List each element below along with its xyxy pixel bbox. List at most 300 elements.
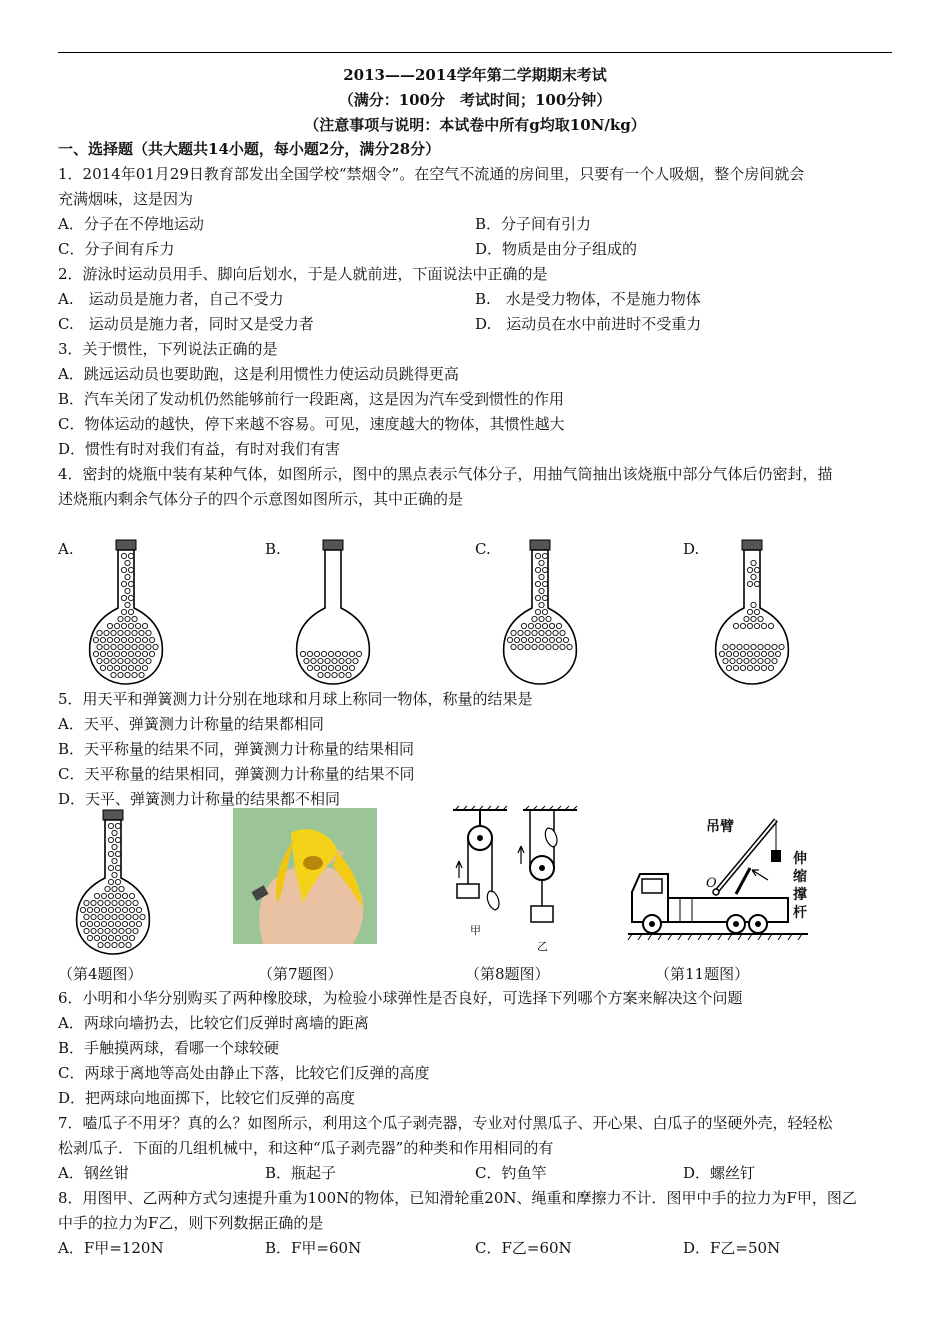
gas-molecule (98, 928, 103, 933)
gas-molecule (321, 651, 326, 656)
gas-molecule (101, 921, 106, 926)
gas-molecule (140, 914, 145, 919)
gas-molecule (108, 823, 113, 828)
gas-molecule (118, 658, 123, 663)
gas-molecule (765, 644, 770, 649)
label-jia: 甲 (470, 924, 481, 937)
gas-molecule (112, 844, 117, 849)
gas-molecule (132, 658, 137, 663)
gas-molecule (146, 658, 151, 663)
gas-molecule (108, 893, 113, 898)
gas-molecule (125, 658, 130, 663)
q6-option-d: D．把两球向地面掷下，比较它们反弹的高度 (58, 1089, 356, 1107)
gas-molecule (119, 886, 124, 891)
gas-molecule (332, 672, 337, 677)
gas-molecule (719, 651, 724, 656)
gas-molecule (84, 928, 89, 933)
gas-molecule (335, 665, 340, 670)
gas-molecule (761, 623, 766, 628)
gas-molecule (125, 616, 130, 621)
gas-molecule (556, 637, 561, 642)
gas-molecule (112, 942, 117, 947)
gas-molecule (126, 928, 131, 933)
gas-molecule (121, 623, 126, 628)
gas-molecule (525, 644, 530, 649)
gas-molecule (153, 644, 158, 649)
gas-molecule (539, 616, 544, 621)
gas-molecule (567, 644, 572, 649)
gas-molecule (751, 602, 756, 607)
gas-molecule (94, 907, 99, 912)
q4-stem-2: 述烧瓶内剩余气体分子的四个示意图如图所示，其中正确的是 (58, 490, 464, 508)
gas-molecule (142, 637, 147, 642)
gas-molecule (325, 658, 330, 663)
gas-molecule (125, 630, 130, 635)
gas-molecule (507, 637, 512, 642)
gas-molecule (314, 651, 319, 656)
gas-molecule (80, 921, 85, 926)
gas-molecule (132, 644, 137, 649)
gas-molecule (108, 935, 113, 940)
gas-molecule (93, 651, 98, 656)
flask-b-image (293, 538, 373, 686)
pulley-figure (445, 806, 585, 956)
gas-molecule (93, 637, 98, 642)
gas-molecule (112, 900, 117, 905)
flask-a-image (86, 538, 166, 686)
gas-molecule (112, 886, 117, 891)
gas-molecule (754, 623, 759, 628)
caption-fig7: （第7题图） (258, 965, 343, 983)
gas-molecule (132, 630, 137, 635)
q1-option-c: C．分子间有斥力 (58, 240, 175, 258)
gas-molecule (768, 665, 773, 670)
gas-molecule (107, 623, 112, 628)
gas-molecule (758, 644, 763, 649)
gas-molecule (321, 665, 326, 670)
gas-molecule (768, 623, 773, 628)
gas-molecule (744, 616, 749, 621)
gas-molecule (121, 665, 126, 670)
q1-stem-2: 充满烟味，这是因为 (58, 190, 194, 208)
gas-molecule (101, 935, 106, 940)
section-heading: 一、选择题（共大题共14小题，每小题2分，满分28分） (58, 140, 441, 158)
gas-molecule (747, 567, 752, 572)
gas-molecule (87, 935, 92, 940)
gas-molecule (754, 609, 759, 614)
q6-option-c: C．两球于离地等高处由静止下落，比较它们反弹的高度 (58, 1064, 430, 1082)
gas-molecule (146, 644, 151, 649)
gas-molecule (114, 623, 119, 628)
gas-molecule (128, 623, 133, 628)
gas-molecule (332, 658, 337, 663)
gas-molecule (761, 651, 766, 656)
gas-molecule (94, 935, 99, 940)
gas-molecule (118, 644, 123, 649)
gas-molecule (136, 907, 141, 912)
gas-molecule (91, 914, 96, 919)
gas-molecule (118, 672, 123, 677)
q8-stem-1: 8．用图甲、乙两种方式匀速提升重为100N的物体，已知滑轮重20N、绳重和摩擦力不计．图甲中手的拉力为F甲，图乙 (58, 1189, 857, 1207)
gas-molecule (765, 658, 770, 663)
flask-c-image (500, 538, 580, 686)
gas-molecule (318, 658, 323, 663)
gas-molecule (553, 630, 558, 635)
q3-option-c: C．物体运动的越快，停下来越不容易。可见，速度越大的物体，其惯性越大 (58, 415, 565, 433)
gas-molecule (121, 637, 126, 642)
gas-molecule (521, 623, 526, 628)
q7-option-c: C．钓鱼竿 (475, 1164, 547, 1182)
gas-molecule (132, 672, 137, 677)
label-rod-2: 缩 (793, 869, 807, 885)
gas-molecule (125, 644, 130, 649)
gas-molecule (328, 651, 333, 656)
gas-molecule (511, 630, 516, 635)
gas-molecule (122, 935, 127, 940)
gas-molecule (518, 644, 523, 649)
gas-molecule (133, 900, 138, 905)
gas-molecule (339, 658, 344, 663)
gas-molecule (751, 644, 756, 649)
gas-molecule (121, 651, 126, 656)
gas-molecule (91, 900, 96, 905)
seed-sheller-photo (233, 808, 377, 944)
gas-molecule (149, 637, 154, 642)
gas-molecule (549, 623, 554, 628)
gas-molecule (115, 893, 120, 898)
gas-molecule (539, 644, 544, 649)
gas-molecule (135, 623, 140, 628)
gas-molecule (111, 630, 116, 635)
gas-molecule (128, 609, 133, 614)
gas-molecule (307, 651, 312, 656)
gas-molecule (539, 560, 544, 565)
gas-molecule (107, 651, 112, 656)
q8-stem-2: 中手的拉力为F乙，则下列数据正确的是 (58, 1214, 324, 1232)
q1-option-a: A．分子在不停地运动 (58, 215, 204, 233)
gas-molecule (125, 560, 130, 565)
caption-fig8: （第8题图） (465, 965, 550, 983)
gas-molecule (119, 914, 124, 919)
gas-molecule (104, 644, 109, 649)
q7-option-b: B．瓶起子 (265, 1164, 337, 1182)
gas-molecule (751, 616, 756, 621)
gas-molecule (730, 658, 735, 663)
q3-option-d: D．惯性有时对我们有益，有时对我们有害 (58, 440, 341, 458)
gas-molecule (108, 851, 113, 856)
gas-molecule (108, 907, 113, 912)
gas-molecule (754, 567, 759, 572)
gas-molecule (535, 609, 540, 614)
gas-molecule (751, 658, 756, 663)
gas-molecule (112, 928, 117, 933)
gas-molecule (528, 623, 533, 628)
gas-molecule (751, 574, 756, 579)
q6-option-b: B．手触摸两球，看哪一个球较硬 (58, 1039, 280, 1057)
gas-molecule (105, 914, 110, 919)
gas-molecule (94, 921, 99, 926)
gas-molecule (560, 644, 565, 649)
gas-molecule (84, 914, 89, 919)
gas-molecule (740, 651, 745, 656)
gas-molecule (128, 651, 133, 656)
gas-molecule (525, 630, 530, 635)
gas-molecule (104, 630, 109, 635)
gas-molecule (97, 658, 102, 663)
gas-molecule (115, 851, 120, 856)
gas-molecule (125, 672, 130, 677)
gas-molecule (307, 665, 312, 670)
gas-molecule (514, 637, 519, 642)
gas-molecule (128, 665, 133, 670)
gas-molecule (563, 637, 568, 642)
gas-molecule (114, 651, 119, 656)
exam-note: （注意事项与说明：本试卷中所有g均取10N/kg） (304, 116, 646, 134)
gas-molecule (542, 609, 547, 614)
gas-molecule (772, 658, 777, 663)
gas-molecule (122, 907, 127, 912)
gas-molecule (539, 588, 544, 593)
gas-molecule (772, 644, 777, 649)
gas-molecule (142, 623, 147, 628)
gas-molecule (546, 644, 551, 649)
gas-molecule (112, 858, 117, 863)
gas-molecule (119, 928, 124, 933)
gas-molecule (87, 907, 92, 912)
gas-molecule (139, 672, 144, 677)
gas-molecule (346, 672, 351, 677)
gas-molecule (129, 921, 134, 926)
q2-option-a: A. 运动员是施力者，自己不受力 (58, 290, 284, 308)
gas-molecule (723, 658, 728, 663)
gas-molecule (740, 665, 745, 670)
label-yi: 乙 (537, 940, 548, 953)
q7-option-d: D．螺丝钉 (683, 1164, 756, 1182)
gas-molecule (108, 837, 113, 842)
gas-molecule (535, 553, 540, 558)
q8-option-c: C．F乙=60N (475, 1239, 572, 1257)
hand-sheller-image (233, 808, 377, 944)
gas-molecule (335, 651, 340, 656)
q4-option-d: D. (683, 540, 700, 558)
gas-molecule (726, 665, 731, 670)
gas-molecule (122, 921, 127, 926)
q5-stem: 5．用天平和弹簧测力计分别在地球和月球上称同一物体，称量的结果是 (58, 690, 533, 708)
q5-option-a: A．天平、弹簧测力计称量的结果都相同 (58, 715, 324, 733)
gas-molecule (546, 630, 551, 635)
gas-molecule (107, 665, 112, 670)
q8-option-b: B．F甲=60N (265, 1239, 362, 1257)
gas-molecule (101, 907, 106, 912)
label-boom: 吊臂 (706, 819, 734, 835)
gas-molecule (115, 879, 120, 884)
gas-molecule (105, 886, 110, 891)
gas-molecule (733, 665, 738, 670)
gas-molecule (98, 942, 103, 947)
gas-molecule (539, 574, 544, 579)
gas-molecule (125, 574, 130, 579)
gas-molecule (542, 637, 547, 642)
gas-molecule (542, 553, 547, 558)
gas-molecule (311, 658, 316, 663)
gas-molecule (758, 658, 763, 663)
q1-option-b: B．分子间有引力 (475, 215, 592, 233)
q8-option-a: A．F甲=120N (58, 1239, 164, 1257)
gas-molecule (342, 651, 347, 656)
gas-molecule (121, 595, 126, 600)
gas-molecule (353, 658, 358, 663)
gas-molecule (100, 637, 105, 642)
q3-option-b: B．汽车关闭了发动机仍然能够前行一段距离，这是因为汽车受到惯性的作用 (58, 390, 565, 408)
gas-molecule (129, 935, 134, 940)
gas-molecule (104, 658, 109, 663)
gas-molecule (754, 665, 759, 670)
q2-option-b: B. 水是受力物体，不是施力物体 (475, 290, 701, 308)
gas-molecule (121, 567, 126, 572)
caption-fig11: （第11题图） (655, 965, 750, 983)
gas-molecule (304, 658, 309, 663)
gas-molecule (758, 616, 763, 621)
gas-molecule (112, 830, 117, 835)
gas-molecule (511, 644, 516, 649)
gas-molecule (128, 567, 133, 572)
gas-molecule (744, 658, 749, 663)
gas-molecule (114, 637, 119, 642)
q7-stem-2: 松剥瓜子．下面的几组机械中，和这种“瓜子剥壳器”的种类和作用相同的有 (58, 1139, 554, 1157)
gas-molecule (542, 581, 547, 586)
gas-molecule (125, 588, 130, 593)
gas-molecule (539, 630, 544, 635)
gas-molecule (126, 914, 131, 919)
gas-molecule (118, 616, 123, 621)
q4-option-a: A. (58, 540, 74, 558)
gas-molecule (114, 665, 119, 670)
gas-molecule (100, 651, 105, 656)
gas-molecule (532, 630, 537, 635)
gas-molecule (121, 609, 126, 614)
q3-stem: 3．关于惯性，下列说法正确的是 (58, 340, 278, 358)
gas-molecule (133, 914, 138, 919)
q2-option-d: D. 运动员在水中前进时不受重力 (475, 315, 702, 333)
gas-molecule (129, 893, 134, 898)
gas-molecule (521, 637, 526, 642)
gas-molecule (105, 928, 110, 933)
gas-molecule (730, 644, 735, 649)
gas-molecule (146, 630, 151, 635)
gas-molecule (125, 602, 130, 607)
gas-molecule (518, 630, 523, 635)
gas-molecule (128, 595, 133, 600)
q7-stem-1: 7．嗑瓜子不用牙？真的么？如图所示，利用这个瓜子剥壳器，专业对付黑瓜子、开心果、白瓜子的坚硬外壳，轻轻松 (58, 1114, 833, 1132)
q4-option-c: C. (475, 540, 491, 558)
flask-q4-figure (73, 808, 153, 956)
label-rod-3: 撑 (793, 887, 807, 903)
gas-molecule (342, 665, 347, 670)
gas-molecule (539, 602, 544, 607)
label-rod-1: 伸 (793, 851, 807, 867)
q2-stem: 2．游泳时运动员用手、脚向后划水，于是人就前进，下面说法中正确的是 (58, 265, 548, 283)
gas-molecule (112, 914, 117, 919)
gas-molecule (128, 553, 133, 558)
gas-molecule (535, 595, 540, 600)
gas-molecule (133, 928, 138, 933)
gas-molecule (761, 665, 766, 670)
top-rule (58, 52, 892, 53)
gas-molecule (325, 672, 330, 677)
gas-molecule (115, 837, 120, 842)
gas-molecule (733, 651, 738, 656)
gas-molecule (119, 942, 124, 947)
q4-option-b: B. (265, 540, 281, 558)
exam-title: 2013——2014学年第二学期期末考试 (343, 66, 607, 84)
gas-molecule (94, 893, 99, 898)
gas-molecule (747, 609, 752, 614)
q4-stem-1: 4．密封的烧瓶中装有某种气体，如图所示，图中的黑点表示气体分子，用抽气筒抽出该烧瓶中部分气体后仍密封，描 (58, 465, 833, 483)
gas-molecule (779, 644, 784, 649)
gas-molecule (91, 928, 96, 933)
q1-option-d: D．物质是由分子组成的 (475, 240, 638, 258)
gas-molecule (747, 651, 752, 656)
gas-molecule (139, 658, 144, 663)
label-rod-4: 杆 (793, 905, 807, 921)
flask-d-image (712, 538, 792, 686)
gas-molecule (747, 623, 752, 628)
gas-molecule (108, 921, 113, 926)
q8-option-d: D．F乙=50N (683, 1239, 781, 1257)
q5-option-b: B．天平称量的结果不同，弹簧测力计称量的结果相同 (58, 740, 415, 758)
gas-molecule (751, 560, 756, 565)
gas-molecule (546, 616, 551, 621)
gas-molecule (135, 665, 140, 670)
gas-molecule (121, 553, 126, 558)
gas-molecule (118, 630, 123, 635)
q3-option-a: A．跳远运动员也要助跑，这是利用惯性力使运动员跳得更高 (58, 365, 459, 383)
exam-subtitle: （满分：100分 考试时间；100分钟） (338, 91, 612, 109)
gas-molecule (535, 623, 540, 628)
gas-molecule (126, 900, 131, 905)
gas-molecule (111, 672, 116, 677)
gas-molecule (775, 651, 780, 656)
gas-molecule (768, 651, 773, 656)
gas-molecule (339, 672, 344, 677)
gas-molecule (105, 942, 110, 947)
gas-molecule (100, 665, 105, 670)
gas-molecule (723, 644, 728, 649)
gas-molecule (128, 637, 133, 642)
gas-molecule (142, 665, 147, 670)
gas-molecule (128, 581, 133, 586)
gas-molecule (542, 595, 547, 600)
gas-molecule (528, 637, 533, 642)
gas-molecule (122, 893, 127, 898)
gas-molecule (139, 644, 144, 649)
gas-molecule (121, 581, 126, 586)
gas-molecule (119, 900, 124, 905)
gas-molecule (136, 921, 141, 926)
gas-molecule (535, 581, 540, 586)
label-o: O (706, 876, 717, 891)
gas-molecule (726, 651, 731, 656)
q6-stem: 6．小明和小华分别购买了两种橡胶球，为检验小球弹性是否良好，可选择下列哪个方案来解决这个问题 (58, 989, 743, 1007)
gas-molecule (115, 823, 120, 828)
gas-molecule (115, 935, 120, 940)
caption-fig4: （第4题图） (58, 965, 143, 983)
gas-molecule (542, 623, 547, 628)
gas-molecule (108, 865, 113, 870)
q7-option-a: A．钢丝钳 (58, 1164, 129, 1182)
gas-molecule (754, 581, 759, 586)
q6-option-a: A．两球向墙扔去，比较它们反弹时离墙的距离 (58, 1014, 369, 1032)
